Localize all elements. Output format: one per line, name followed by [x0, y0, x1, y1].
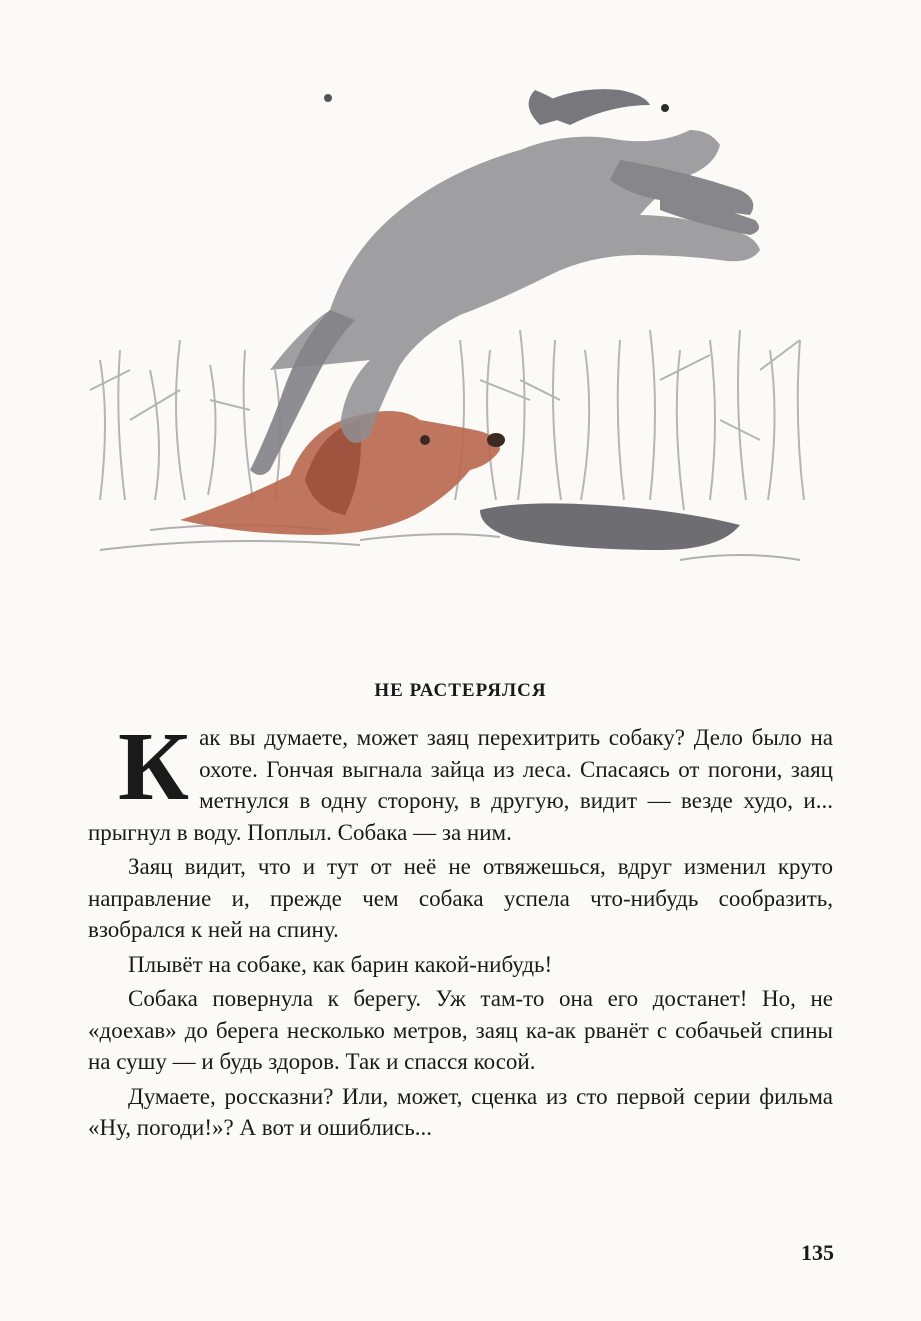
- water-shadow: [480, 503, 740, 550]
- paragraph-text: ак вы думаете, может заяц перехитрить собаку? Дело было на охоте. Гончая выгнала зайца из леса. Спасаясь от погони, заяц метнулся в одну сторону, в другую, видит — везде худо, и... прыгнул в воду. Поплыл. Собака — за ним.: [88, 725, 833, 845]
- drop-cap: К: [118, 713, 190, 821]
- story-text: [88, 713, 833, 1144]
- story-paragraph: Плывёт на собаке, как барин какой-нибудь!: [128, 951, 553, 977]
- hare-eye: [661, 104, 669, 112]
- dog-eye: [420, 435, 430, 445]
- hare-dog-illustration: [60, 40, 860, 630]
- hare-leaping-over-swimming-dog-icon: [60, 40, 860, 630]
- story-paragraph: Думаете, россказни? Или, может, сценка из сто первой серии фильма «Ну, погоди!»? А вот и ошиблись...: [88, 1083, 833, 1140]
- hare-ears: [529, 89, 650, 125]
- story-paragraph: [88, 713, 833, 848]
- story-title: НЕ РАСТЕРЯЛСЯ: [374, 680, 547, 701]
- page-number: 135: [801, 1240, 834, 1265]
- story-paragraph: Собака повернула к берегу. Уж там-то она его достанет! Но, не «доехав» до берега несколько метров, заяц ка-ак рванёт с собачьей спины на сушу — и будь здоров. Так и спасся косой.: [88, 986, 833, 1074]
- fly-speck: [324, 94, 332, 102]
- dog-nose: [487, 433, 505, 447]
- story-paragraph: Заяц видит, что и тут от неё не отвяжешься, вдруг изменил круто направление и, прежде чем собака успела что-нибудь сообразить, взобрался к ней на спину.: [88, 854, 833, 942]
